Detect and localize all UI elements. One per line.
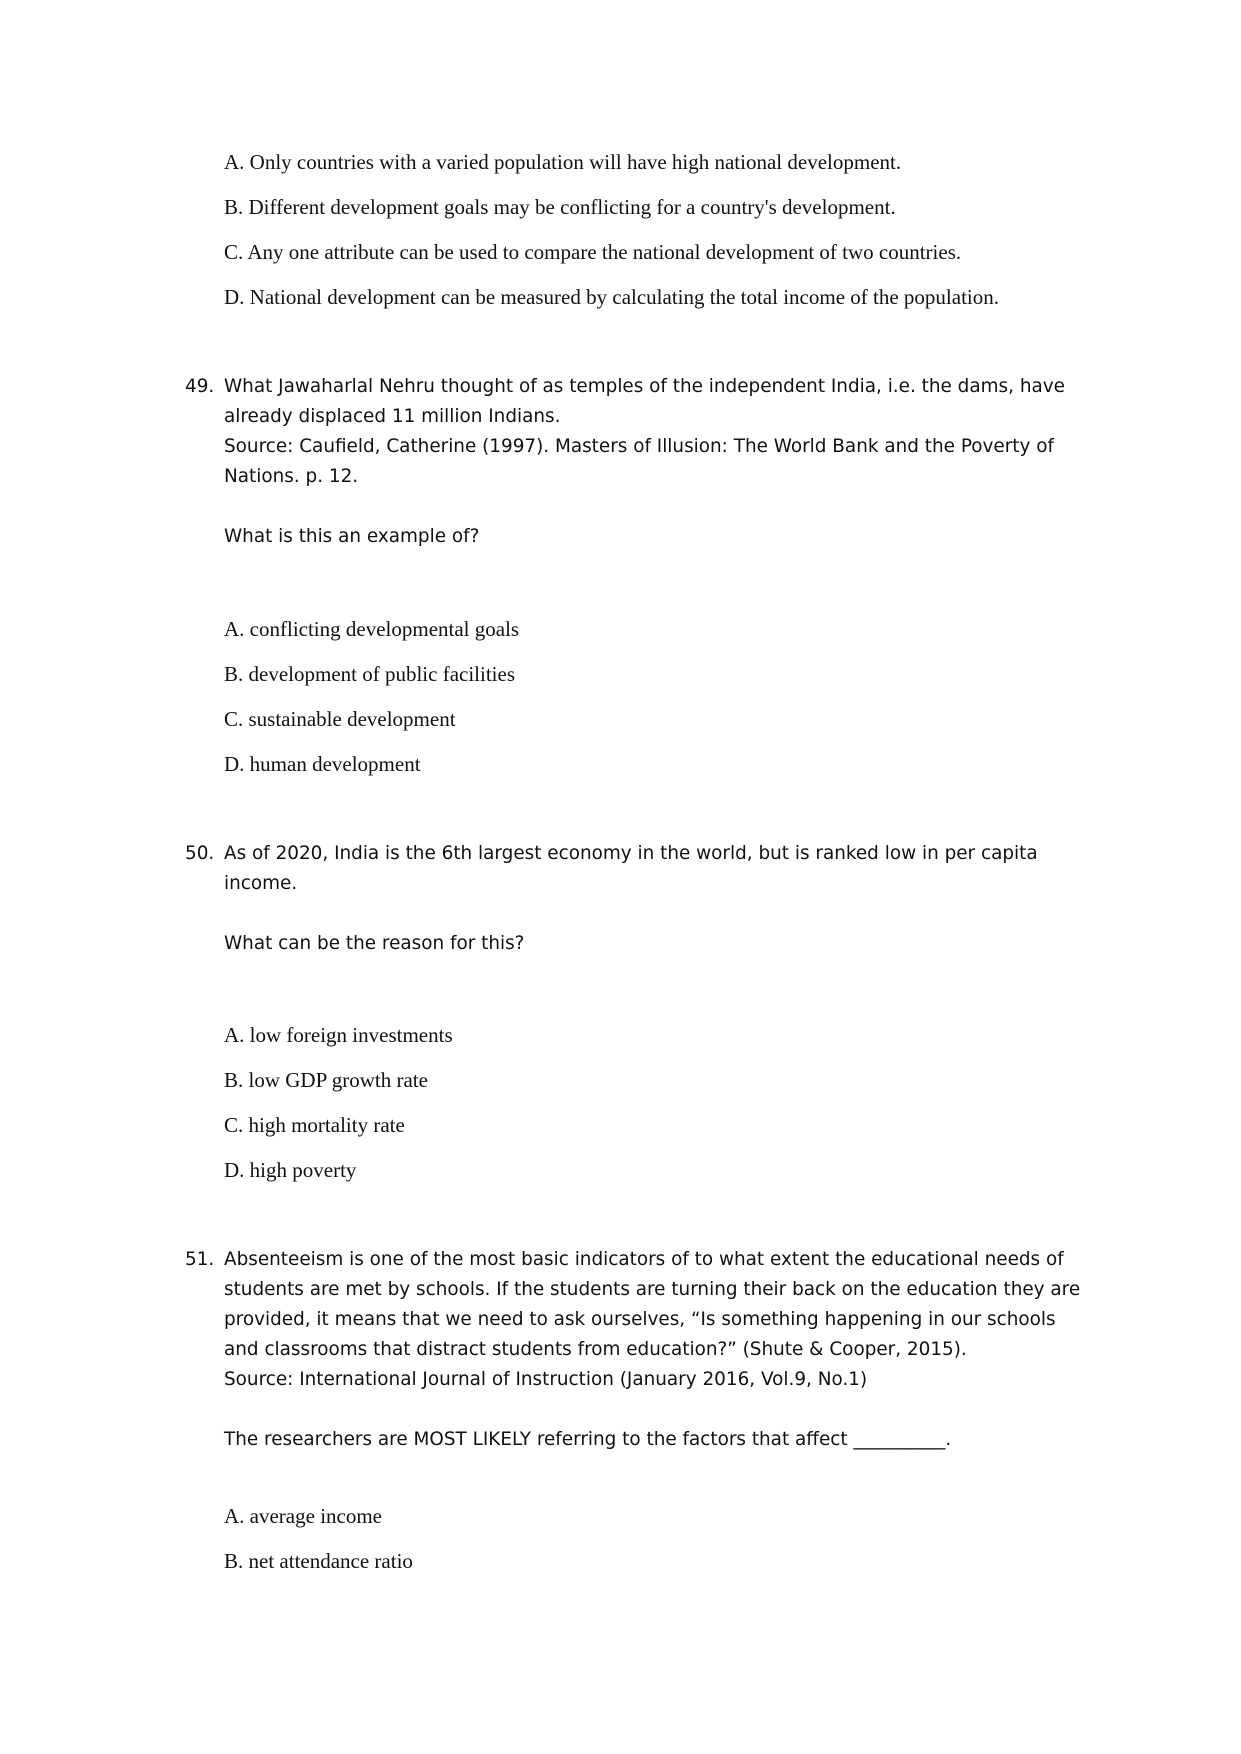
q49-option-d: D. human development bbox=[224, 752, 421, 776]
q51-option-a: A. average income bbox=[224, 1504, 383, 1528]
question-text-line: income. bbox=[224, 873, 298, 894]
question-prompt: What can be the reason for this? bbox=[224, 933, 525, 954]
q48-option-c: C. Any one attribute can be used to compare the national development of two countries. bbox=[224, 240, 962, 264]
q50-option-b: B. low GDP growth rate bbox=[224, 1068, 428, 1092]
q49-option-b: B. development of public facilities bbox=[224, 662, 516, 686]
question-prompt: What is this an example of? bbox=[224, 526, 480, 547]
q51-option-b: B. net attendance ratio bbox=[224, 1549, 413, 1573]
question-number: 49. bbox=[185, 376, 215, 397]
question-number: 50. bbox=[185, 843, 215, 864]
question-text-line: provided, it means that we need to ask ourselves, “Is something happening in our schools bbox=[224, 1309, 1056, 1330]
question-text-line: already displaced 11 million Indians. bbox=[224, 406, 561, 427]
question-number: 51. bbox=[185, 1249, 215, 1270]
question-text-line: Absenteeism is one of the most basic indicators of to what extent the educational needs of bbox=[224, 1249, 1064, 1270]
question-51 bbox=[185, 1245, 1085, 1455]
q50-option-d: D. high poverty bbox=[224, 1158, 357, 1182]
q48-option-d: D. National development can be measured by calculating the total income of the population. bbox=[224, 285, 1000, 309]
source-citation-line: Source: International Journal of Instruction (January 2016, Vol.9, No.1) bbox=[224, 1369, 868, 1390]
q49-option-c: C. sustainable development bbox=[224, 707, 456, 731]
q48-option-b: B. Different development goals may be conflicting for a country's development. bbox=[224, 195, 896, 219]
question-text-line: and classrooms that distract students from education?” (Shute & Cooper, 2015). bbox=[224, 1339, 967, 1360]
source-citation-line: Nations. p. 12. bbox=[224, 466, 359, 487]
question-50 bbox=[185, 839, 1085, 959]
q49-option-a: A. conflicting developmental goals bbox=[224, 617, 520, 641]
source-citation-line: Source: Caufield, Catherine (1997). Masters of Illusion: The World Bank and the Poverty of bbox=[224, 436, 1054, 457]
q50-option-c: C. high mortality rate bbox=[224, 1113, 405, 1137]
q50-option-a: A. low foreign investments bbox=[224, 1023, 453, 1047]
q48-option-a: A. Only countries with a varied population will have high national development. bbox=[224, 150, 902, 174]
question-text-line: What Jawaharlal Nehru thought of as temples of the independent India, i.e. the dams, have bbox=[224, 376, 1065, 397]
question-49 bbox=[185, 372, 1085, 552]
question-text-line: As of 2020, India is the 6th largest economy in the world, but is ranked low in per capita bbox=[224, 843, 1038, 864]
question-prompt: The researchers are MOST LIKELY referring to the factors that affect __________. bbox=[224, 1429, 952, 1450]
question-text-line: students are met by schools. If the students are turning their back on the education they are bbox=[224, 1279, 1081, 1300]
